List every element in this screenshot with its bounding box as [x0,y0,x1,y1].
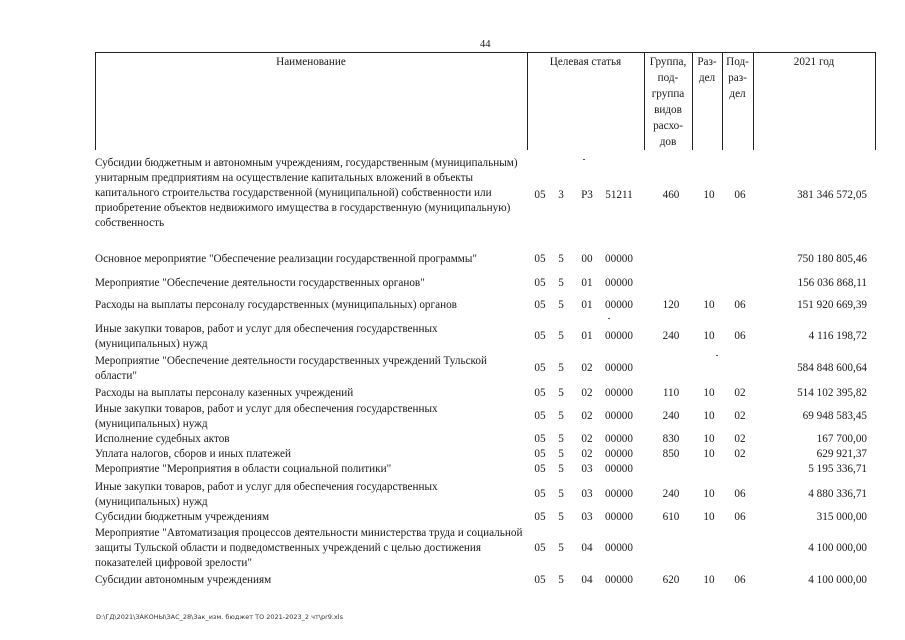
row-amount: 167 700,00 [816,432,867,445]
row-m: 01 [581,276,593,289]
row-amount: 5 195 336,71 [808,462,867,475]
row-m: 02 [581,447,593,460]
table-row [95,298,875,313]
row-sec: 10 [703,573,715,586]
row-d: 00000 [605,386,633,399]
row-name: Расходы на выплаты персоналу государственных (муниципальных) органов [95,299,457,311]
row-name: Субсидии бюджетным учреждениям [95,511,270,523]
table-row [95,447,875,462]
row-m: 01 [581,298,593,311]
row-sub: 02 [734,410,746,422]
row-amount: 514 102 395,82 [797,386,867,399]
row-amount: 315 000,00 [816,510,867,523]
row-amount: 381 346 572,05 [797,189,867,201]
row-d: 00000 [605,573,633,586]
table-row [95,526,875,571]
row-p: 05 [534,386,546,399]
row-m: 01 [581,330,593,342]
row-sub: 06 [734,330,746,342]
row-s: 5 [558,276,564,289]
row-name: Субсидии бюджетным и автономным учреждениям, государственным (муниципальным) унитарным предприятиям на осуществление капитальных вложений в объекты капитального строительства государственной (муниципальной) собственности или приобретение объектов недвижимого имущества в государственную (муниципальную) собственность [95,157,518,229]
row-d: 00000 [605,410,633,422]
row-amount: 4 100 000,00 [808,573,867,586]
row-s: 5 [558,298,564,311]
row-amount: 629 921,37 [816,447,867,460]
row-d: 00000 [605,276,633,289]
row-name: Субсидии автономным учреждениям [95,574,272,586]
row-s: 5 [558,386,564,399]
row-m: 03 [581,488,593,500]
row-d: 00000 [605,362,633,374]
row-s: 5 [558,510,564,523]
row-p: 05 [534,447,546,460]
table-row [95,462,875,477]
header-group: Группа, под- группа видов расхо- дов [649,56,687,148]
row-grp: 620 [662,573,680,586]
row-p: 05 [534,189,546,201]
row-s: 5 [558,462,564,475]
table-row [95,386,875,401]
header-year: 2021 год [793,56,835,68]
footer-file-path: D:\ГД\2021\ЗАКОНЫ\ЗАС_28\Зак_изм. бюджет ТО 2021-2023_2 чт\pr9.xls [96,613,343,621]
header-subsection: Под- раз- дел [726,56,749,100]
row-grp: 850 [662,447,680,460]
row-name: Уплата налогов, сборов и иных платежей [95,448,291,460]
row-p: 05 [534,573,546,586]
row-s: 5 [558,541,564,554]
row-sub: 02 [734,447,746,460]
row-sub: 06 [734,510,746,523]
row-name: Исполнение судебных актов [95,433,230,445]
page-number: 44 [480,39,491,50]
row-d: 00000 [605,252,633,265]
row-p: 05 [534,462,546,475]
row-grp: 240 [662,330,680,342]
row-amount: 584 848 600,64 [797,362,867,374]
row-s: 5 [558,330,564,342]
row-amount: 151 920 669,39 [797,298,867,311]
row-amount: 750 180 805,46 [797,252,867,265]
table-row [95,432,875,447]
row-s: 3 [558,189,564,201]
row-s: 5 [558,488,564,500]
row-s: 5 [558,252,564,265]
row-m: 03 [581,510,593,523]
row-d: 00000 [605,488,633,500]
row-sec: 10 [703,510,715,523]
row-sub: 02 [734,432,746,445]
row-grp: 240 [662,488,680,500]
row-amount: 4 100 000,00 [808,541,867,554]
scan-mark [608,318,610,319]
table-row [95,156,875,236]
row-m: 02 [581,386,593,399]
row-sec: 10 [703,189,715,201]
row-p: 05 [534,330,546,342]
row-m: 02 [581,432,593,445]
row-d: 51211 [605,189,633,201]
row-s: 5 [558,432,564,445]
table-row [95,252,875,267]
row-sec: 10 [703,298,715,311]
table-row [95,354,875,384]
row-p: 05 [534,488,546,500]
row-s: 5 [558,573,564,586]
row-name: Иные закупки товаров, работ и услуг для обеспечения государственных (муниципальных) нужд [95,481,438,508]
row-d: 00000 [605,298,633,311]
row-amount: 156 036 868,11 [797,276,867,289]
row-name: Основное мероприятие "Обеспечение реализации государственной программы" [95,253,477,265]
row-sec: 10 [703,488,715,500]
row-m: 04 [581,541,593,554]
row-sec: 10 [703,386,715,399]
row-p: 05 [534,541,546,554]
row-name: Расходы на выплаты персоналу казенных учреждений [95,387,354,399]
row-name: Иные закупки товаров, работ и услуг для обеспечения государственных (муниципальных) нужд [95,403,438,430]
table-row [95,402,875,432]
row-grp: 610 [662,510,680,523]
row-m: 02 [581,362,593,374]
row-name: Мероприятие "Обеспечение деятельности государственных учреждений Тульской области" [95,355,488,382]
header-target: Целевая статья [549,56,622,68]
row-sub: 02 [734,386,746,399]
row-d: 00000 [605,432,633,445]
table-row [95,510,875,525]
row-grp: 830 [662,432,680,445]
table-row [95,480,875,510]
row-sec: 10 [703,447,715,460]
row-d: 00000 [605,330,633,342]
row-sub: 06 [734,189,746,201]
row-s: 5 [558,447,564,460]
row-m: 04 [581,573,593,586]
row-p: 05 [534,432,546,445]
header-section: Раз- дел [697,56,717,84]
row-m: Р3 [581,189,593,201]
row-amount: 69 948 583,45 [802,410,867,422]
table-row [95,573,875,588]
row-name: Мероприятие "Обеспечение деятельности государственных органов" [95,277,425,289]
row-p: 05 [534,510,546,523]
table-row [95,322,875,352]
header-right-border [875,52,876,150]
row-name: Иные закупки товаров, работ и услуг для обеспечения государственных (муниципальных) нужд [95,323,438,350]
row-m: 02 [581,410,593,422]
row-p: 05 [534,252,546,265]
row-s: 5 [558,410,564,422]
row-d: 00000 [605,462,633,475]
row-sub: 06 [734,488,746,500]
row-p: 05 [534,410,546,422]
row-m: 00 [581,252,593,265]
row-p: 05 [534,362,546,374]
row-d: 00000 [605,541,633,554]
row-grp: 120 [662,298,680,311]
row-name: Мероприятие "Автоматизация процессов деятельности министерства труда и социальной защиты Тульской области и подведомственных учреждений с целью достижения показателей цифровой зрелости" [95,527,523,569]
row-sec: 10 [703,410,715,422]
row-sub: 06 [734,573,746,586]
row-sec: 10 [703,330,715,342]
row-sub: 06 [734,298,746,311]
header-top-border [95,52,875,53]
row-amount: 4 116 198,72 [808,330,867,342]
row-d: 00000 [605,510,633,523]
row-grp: 460 [662,189,680,201]
row-name: Мероприятие "Мероприятия в области социальной политики" [95,463,392,475]
table-row [95,276,875,291]
row-p: 05 [534,298,546,311]
row-grp: 240 [662,410,680,422]
row-amount: 4 880 336,71 [808,488,867,500]
row-d: 00000 [605,447,633,460]
row-p: 05 [534,276,546,289]
row-s: 5 [558,362,564,374]
header-name: Наименование [276,56,346,68]
row-grp: 110 [662,386,680,399]
row-m: 03 [581,462,593,475]
row-sec: 10 [703,432,715,445]
